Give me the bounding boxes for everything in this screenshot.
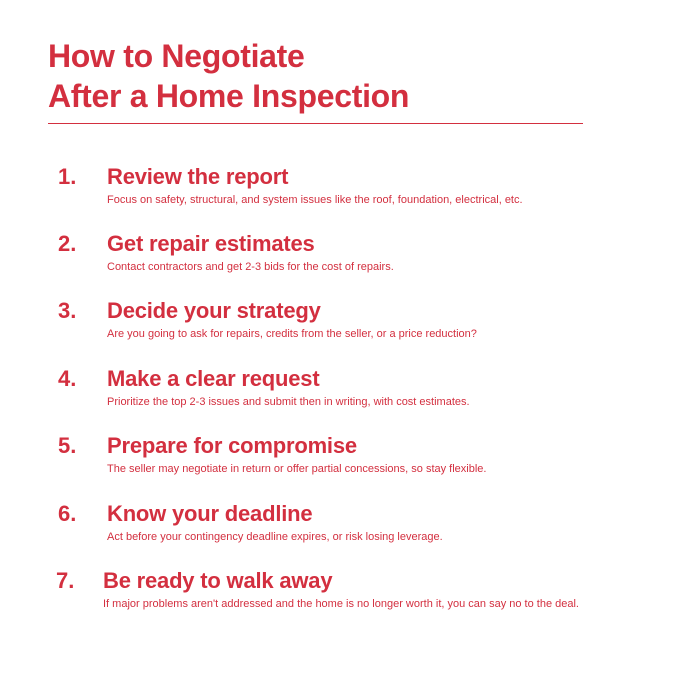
step-number: 5. — [58, 433, 77, 458]
step-body — [107, 501, 667, 545]
step-body — [107, 164, 667, 208]
step-number: 1. — [58, 164, 77, 189]
step-number: 6. — [58, 501, 77, 526]
step-heading: Get repair estimates — [107, 231, 315, 256]
step-body — [107, 298, 667, 342]
step-number: 2. — [58, 231, 77, 256]
step-body — [107, 231, 667, 275]
step-heading: Review the report — [107, 164, 289, 189]
step-description: Prioritize the top 2-3 issues and submit then in writing, with cost estimates. — [107, 396, 470, 408]
step-description: The seller may negotiate in return or offer partial concessions, so stay flexible. — [107, 463, 487, 475]
step-number: 3. — [58, 298, 77, 323]
step-body — [107, 366, 667, 410]
step-heading: Decide your strategy — [107, 298, 321, 323]
step-heading: Know your deadline — [107, 501, 313, 526]
step-body — [107, 433, 667, 477]
step-description: If major problems aren't addressed and the home is no longer worth it, you can say no to the deal. — [103, 598, 579, 610]
step-body — [103, 568, 593, 612]
step-description: Act before your contingency deadline expires, or risk losing leverage. — [107, 531, 443, 543]
step-number: 7. — [56, 568, 75, 593]
step-description: Are you going to ask for repairs, credits from the seller, or a price reduction? — [107, 328, 477, 340]
step-description: Focus on safety, structural, and system issues like the roof, foundation, electrical, etc. — [107, 194, 523, 206]
step-number: 4. — [58, 366, 77, 391]
step-heading: Make a clear request — [107, 366, 320, 391]
step-heading: Be ready to walk away — [103, 568, 333, 593]
title-line-1: How to Negotiate — [48, 38, 305, 74]
step-description: Contact contractors and get 2-3 bids for the cost of repairs. — [107, 261, 394, 273]
step-heading: Prepare for compromise — [107, 433, 357, 458]
title-line-2: After a Home Inspection — [48, 78, 410, 114]
